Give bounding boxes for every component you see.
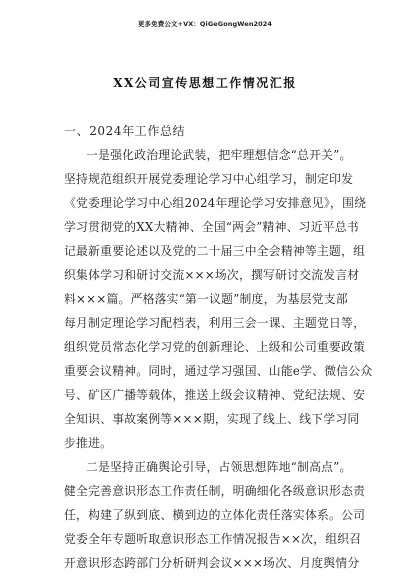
paragraph-line: 组织党员常态化学习党的创新理论、上级和公司重要政策: [64, 340, 366, 354]
paragraph-line: 记最新重要论述以及党的二十届三中全会精神等主题，组: [64, 244, 366, 258]
paragraph-line: 坚持规范组织开展党委理论学习中心组学习，制定印发: [64, 172, 354, 186]
paragraph-line: 全知识、事故案例等×××期，实现了线上、线下学习同: [64, 412, 360, 426]
paragraph-line: 一是强化政治理论武装，把牢理想信念“总开关”。: [86, 148, 352, 162]
paragraph-line: 开意识形态跨部门分析研判会议×××场次、月度舆情分: [64, 556, 360, 570]
paragraph-line: 步推进。: [64, 436, 113, 450]
paragraph-line: 《党委理论学习中心组2024年理论学习安排意见》，围绕: [64, 196, 367, 210]
paragraph-line: 学习贯彻党的XX大精神、全国“两会”精神、习近平总书: [64, 220, 359, 234]
paragraph-line: 织集体学习和研讨交流×××场次，撰写研讨交流发言材: [64, 268, 360, 282]
paragraph-line: 健全完善意识形态工作责任制，明确细化各级意识形态责: [64, 484, 366, 498]
paragraph-line: 号、矿区广播等载体，推送上级会议精神、党纪法规、安: [64, 388, 366, 402]
document-title: XX公司宣传思想工作情况汇报: [113, 76, 297, 90]
page-header-note: 更多免费公文+VX：QiGeGongWen2024: [137, 20, 273, 28]
paragraph-line: 每月制定理论学习配档表，利用三会一课、主题党日等，: [64, 316, 366, 330]
paragraph-line: 二是坚持正确舆论引导，占领思想阵地“制高点”。: [86, 460, 352, 474]
paragraph-line: 料×××篇。严格落实“第一议题”制度，为基层党支部: [64, 292, 348, 306]
paragraph-line: 重要会议精神。同时，通过学习强国、山能e学、微信公众: [64, 364, 373, 378]
paragraph-line: 任，构建了纵到底、横到边的立体化责任落实体系。公司: [64, 508, 366, 522]
paragraph-line: 党委全年专题听取意识形态工作情况报告××次，组织召: [64, 532, 362, 546]
section-heading: 一、2024年工作总结: [64, 124, 186, 138]
